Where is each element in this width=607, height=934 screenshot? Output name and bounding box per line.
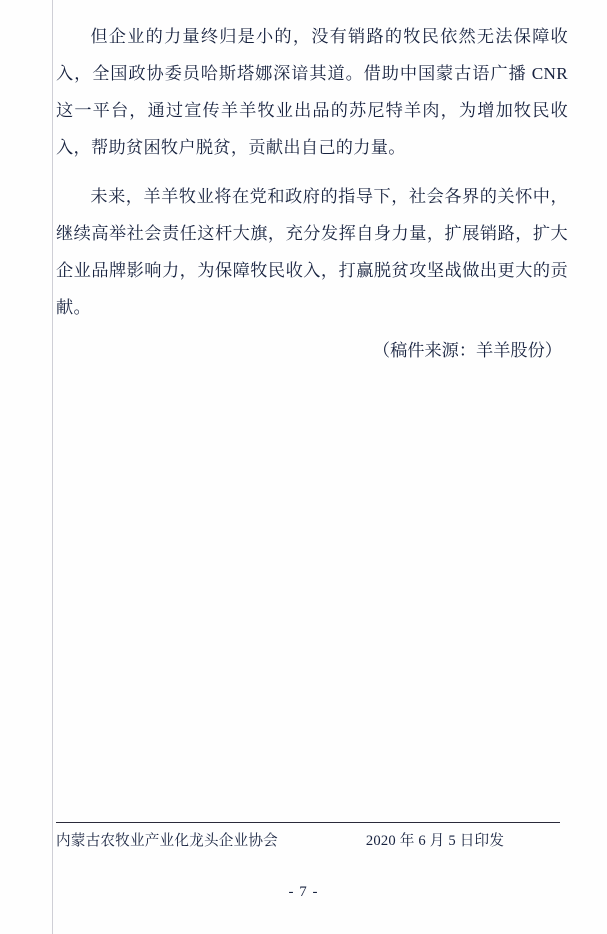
footer-issue-date: 2020 年 6 月 5 日印发 [365, 833, 505, 849]
paragraph-1: 但企业的力量终归是小的，没有销路的牧民依然无法保障收入，全国政协委员哈斯塔娜深谙其道。借助中国蒙古语广播 CNR 这一平台，通过宣传羊羊牧业出品的苏尼特羊肉，为增加牧民收入，帮助贫困牧户脱贫，贡献出自己的力量。 [56, 27, 568, 157]
page-footer [56, 829, 560, 850]
footer-organization: 内蒙古农牧业产业化龙头企业协会 [56, 833, 278, 849]
source-attribution: （稿件来源：羊羊股份） [372, 341, 562, 360]
page-left-rule [52, 0, 53, 934]
document-body [56, 18, 568, 369]
page-number: - 7 - [288, 884, 319, 900]
paragraph-2: 未来，羊羊牧业将在党和政府的指导下，社会各界的关怀中，继续高举社会责任这杆大旗，充分发挥自身力量，扩展销路，扩大企业品牌影响力，为保障牧民收入，打赢脱贫攻坚战做出更大的贡献。 [56, 187, 568, 317]
footer-divider [56, 822, 560, 823]
